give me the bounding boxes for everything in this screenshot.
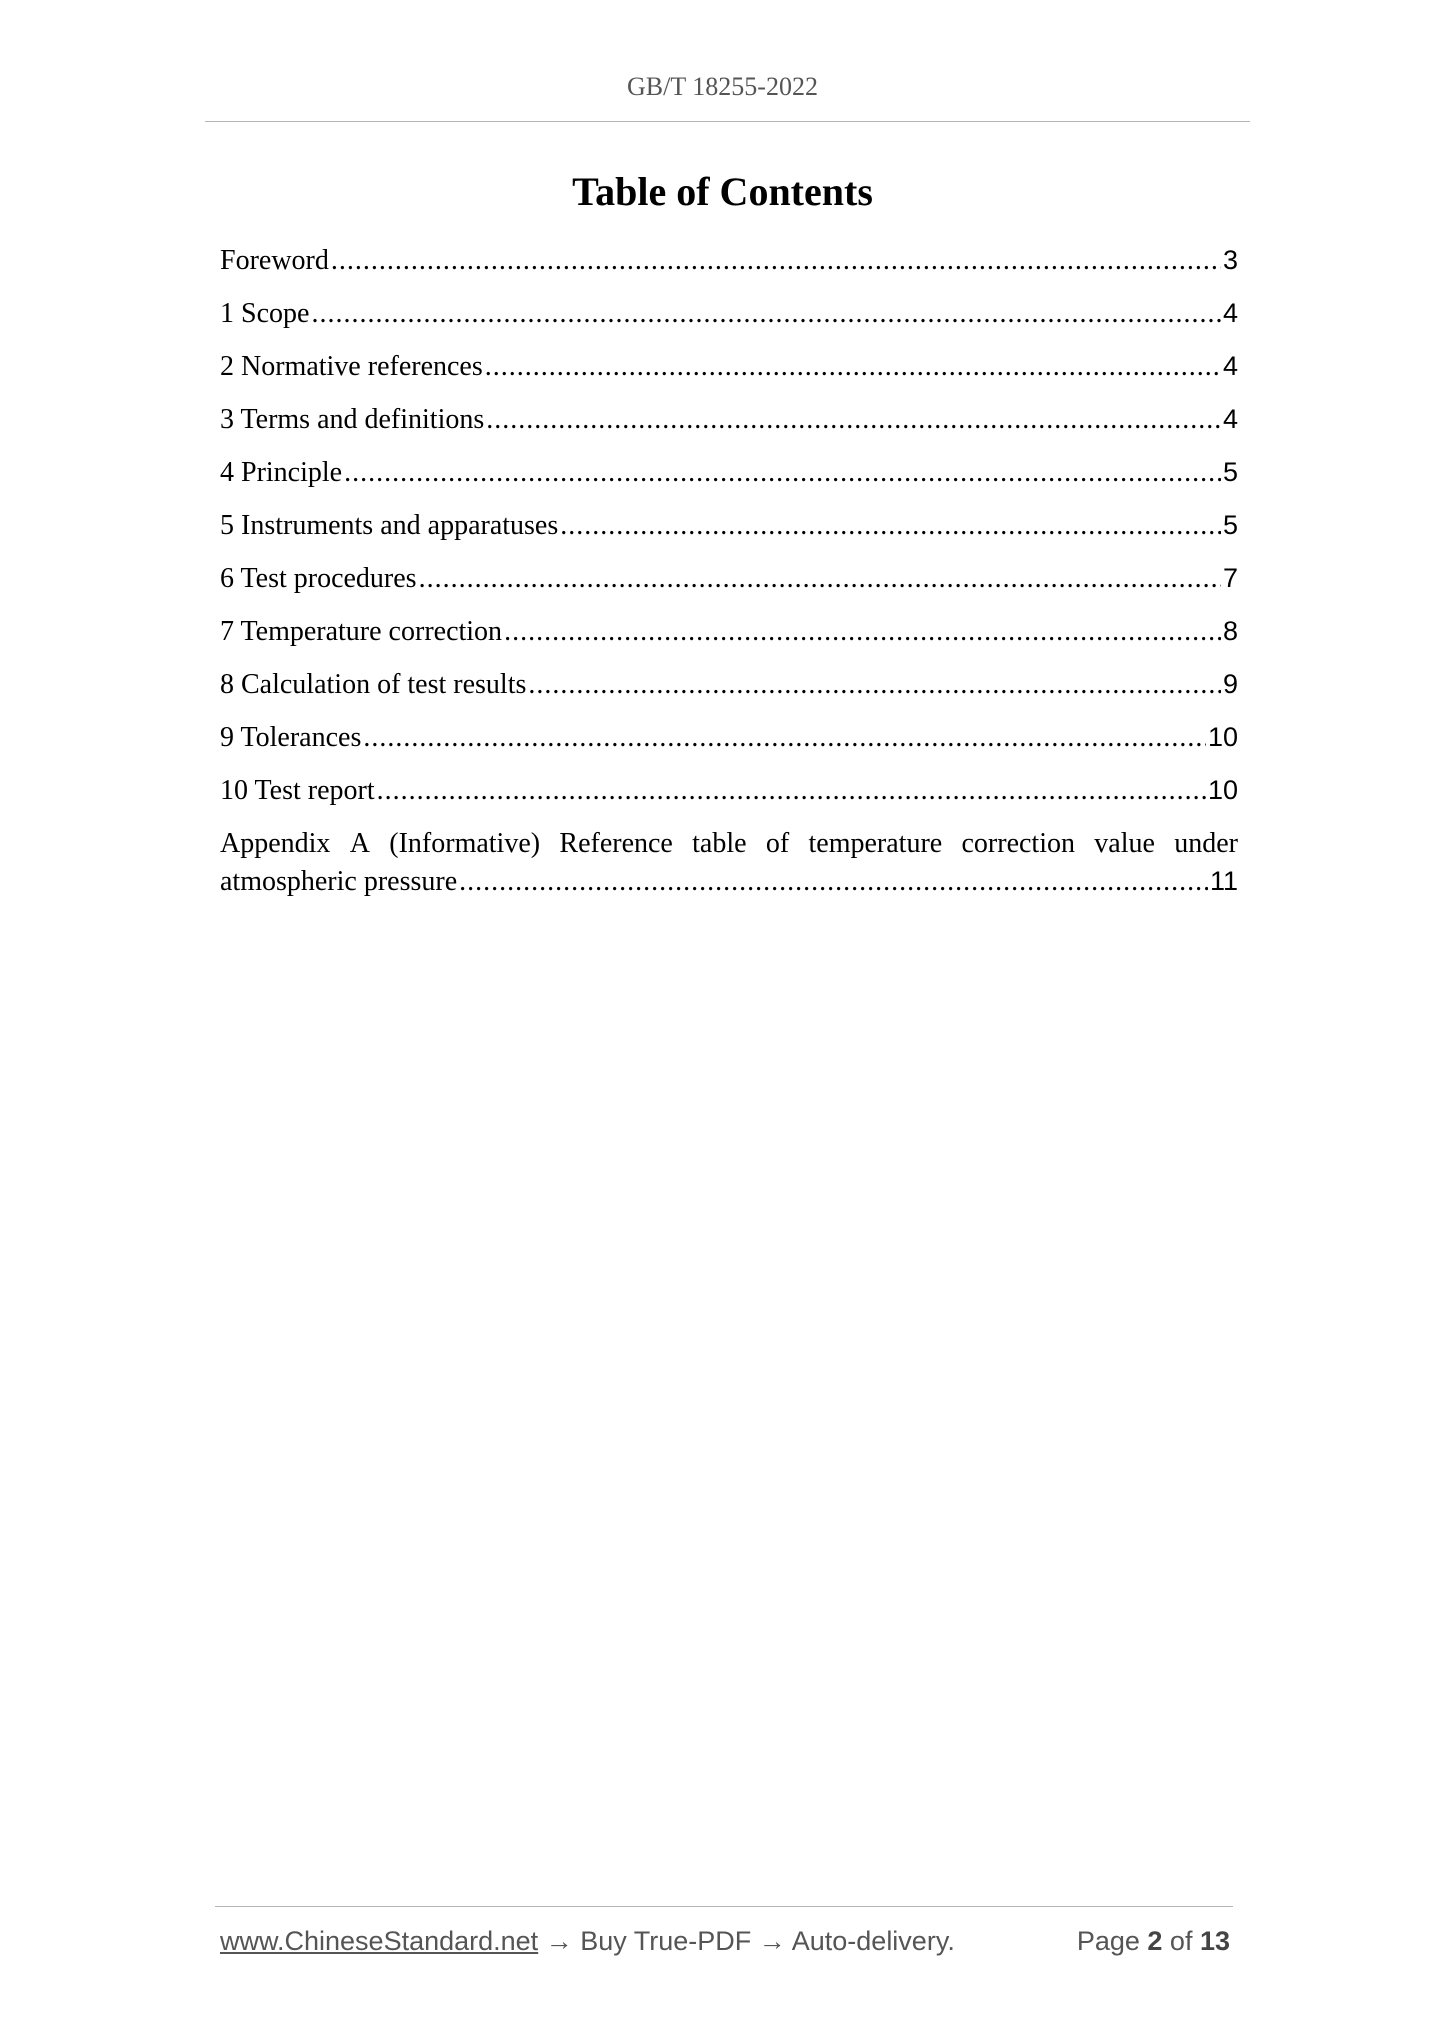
toc-entry-test-report[interactable] [220, 775, 1238, 828]
toc-entry-terms-and-definitions[interactable] [220, 404, 1238, 457]
toc-appendix-word: of [765, 828, 790, 859]
toc-appendix-word: A [349, 828, 370, 859]
toc-entry-page: 5 [1222, 457, 1238, 487]
toc-title: Table of Contents [572, 169, 873, 214]
footer-divider [215, 1906, 1233, 1907]
footer-page-number [1077, 1926, 1230, 1957]
footer [220, 1926, 1230, 1957]
footer-website-link[interactable]: www.ChineseStandard.net [220, 1926, 539, 1956]
toc-entry-label: 5 Instruments and apparatuses [220, 510, 559, 541]
toc-leader-dots [459, 866, 1208, 898]
toc-entry-scope[interactable] [220, 298, 1238, 351]
toc-entry-appendix-a[interactable] [220, 828, 1238, 906]
footer-tagline: → Buy True-PDF → Auto-delivery. [538, 1926, 955, 1956]
toc-appendix-word: correction [961, 828, 1075, 859]
toc-entry-normative-references[interactable] [220, 351, 1238, 404]
toc-entry-page: 8 [1222, 616, 1238, 646]
toc-entry-label: 7 Temperature correction [220, 616, 503, 647]
toc-entry-page: 4 [1222, 351, 1238, 381]
toc-leader-dots [377, 775, 1206, 807]
footer-current-page: 2 [1147, 1926, 1163, 1956]
toc-list [220, 245, 1238, 906]
toc-entry-label: Foreword [220, 245, 329, 276]
toc-entry-page: 7 [1222, 563, 1238, 593]
footer-total-pages: 13 [1199, 1926, 1230, 1956]
toc-entry-foreword[interactable] [220, 245, 1238, 298]
toc-appendix-first-line [220, 828, 1238, 866]
toc-entry-principle[interactable] [220, 457, 1238, 510]
toc-leader-dots [560, 510, 1221, 542]
toc-leader-dots [311, 298, 1221, 330]
toc-entry-instruments-and-apparatuses[interactable] [220, 510, 1238, 563]
toc-appendix-word: table [692, 828, 747, 859]
toc-entry-page: 4 [1222, 404, 1238, 434]
toc-entry-label: 6 Test procedures [220, 563, 417, 594]
header-standard-code: GB/T 18255-2022 [627, 72, 818, 101]
toc-appendix-word: Reference [559, 828, 673, 859]
toc-leader-dots [363, 722, 1206, 754]
toc-entry-test-procedures[interactable] [220, 563, 1238, 616]
toc-entry-page: 10 [1207, 775, 1238, 805]
toc-entry-label: 3 Terms and definitions [220, 404, 485, 435]
toc-entry-label: 9 Tolerances [220, 722, 362, 753]
toc-appendix-word: (Informative) [389, 828, 541, 859]
toc-appendix-word: temperature [808, 828, 943, 859]
toc-leader-dots [486, 404, 1221, 436]
toc-entry-label: 1 Scope [220, 298, 310, 329]
toc-appendix-word: Appendix [220, 828, 331, 859]
toc-appendix-word: under [1174, 828, 1238, 859]
toc-entry-label: 2 Normative references [220, 351, 483, 382]
header-divider [205, 121, 1250, 122]
toc-appendix-word: value [1094, 828, 1155, 859]
toc-entry-page: 4 [1222, 298, 1238, 328]
toc-entry-page: 5 [1222, 510, 1238, 540]
toc-leader-dots [485, 351, 1221, 383]
toc-leader-dots [331, 245, 1221, 277]
toc-entry-page: 3 [1222, 245, 1238, 275]
toc-entry-tolerances[interactable] [220, 722, 1238, 775]
toc-entry-page: 10 [1207, 722, 1238, 752]
toc-entry-label: atmospheric pressure [220, 866, 458, 897]
toc-entry-calculation-of-test-results[interactable] [220, 669, 1238, 722]
toc-leader-dots [344, 457, 1221, 489]
toc-entry-label: 8 Calculation of test results [220, 669, 527, 700]
footer-page-of: of [1162, 1926, 1200, 1956]
toc-entry-temperature-correction[interactable] [220, 616, 1238, 669]
toc-leader-dots [504, 616, 1221, 648]
footer-promo [220, 1926, 955, 1957]
toc-leader-dots [528, 669, 1221, 701]
footer-page-prefix: Page [1076, 1926, 1148, 1956]
toc-entry-label: 10 Test report [220, 775, 375, 806]
toc-entry-page: 11 [1209, 866, 1238, 896]
toc-leader-dots [419, 563, 1221, 595]
toc-entry-page: 9 [1222, 669, 1238, 699]
toc-entry-label: 4 Principle [220, 457, 343, 488]
toc-appendix-second-line [220, 866, 1238, 906]
